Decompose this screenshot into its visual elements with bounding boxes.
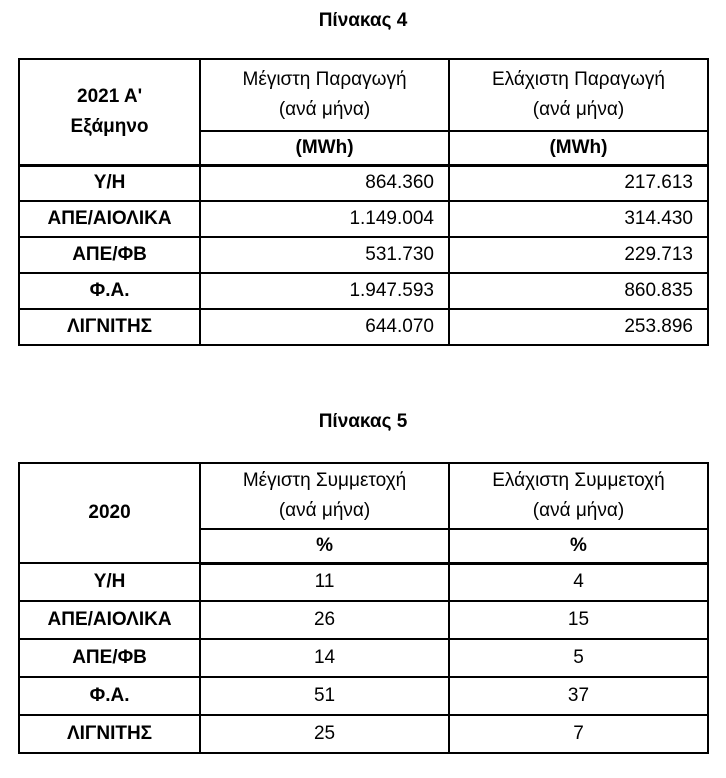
participation-table <box>18 462 709 754</box>
table-row <box>19 237 708 273</box>
table5-corner-header: 2020 <box>19 463 200 563</box>
table4-caption: Πίνακας 4 <box>318 10 408 31</box>
table4-max-header-line1: Μέγιστη Παραγωγή <box>242 69 407 90</box>
table-row <box>19 563 708 601</box>
row-label: ΑΠΕ/ΦΒ <box>19 639 200 677</box>
table4-max-unit: (MWh) <box>200 131 449 165</box>
table5-max-header <box>200 463 449 529</box>
max-value: 1.149.004 <box>200 201 449 237</box>
max-value: 14 <box>200 639 449 677</box>
min-value: 4 <box>449 563 708 601</box>
table4-corner-line1: 2021 Α' <box>77 85 143 107</box>
row-label: ΛΙΓΝΙΤΗΣ <box>19 715 200 753</box>
table-row <box>19 201 708 237</box>
table-row <box>19 309 708 345</box>
max-value: 864.360 <box>200 165 449 201</box>
table4-max-header <box>200 59 449 131</box>
table4-min-header <box>449 59 708 131</box>
table-row <box>19 639 708 677</box>
min-value: 7 <box>449 715 708 753</box>
row-label: ΑΠΕ/ΑΙΟΛΙΚΑ <box>19 601 200 639</box>
min-value: 229.713 <box>449 237 708 273</box>
table4-min-header-line2: (ανά μήνα) <box>532 99 625 120</box>
max-value: 25 <box>200 715 449 753</box>
table-row <box>19 165 708 201</box>
min-value: 217.613 <box>449 165 708 201</box>
min-value: 253.896 <box>449 309 708 345</box>
table5-max-header-line2: (ανά μήνα) <box>278 500 371 521</box>
table4-corner-header <box>19 59 200 165</box>
min-value: 860.835 <box>449 273 708 309</box>
table-row <box>19 677 708 715</box>
max-value: 1.947.593 <box>200 273 449 309</box>
row-label: Υ/Η <box>19 563 200 601</box>
table4-min-unit: (MWh) <box>449 131 708 165</box>
max-value: 644.070 <box>200 309 449 345</box>
table4-corner-line2: Εξάμηνο <box>70 115 149 137</box>
row-label: Φ.Α. <box>19 273 200 309</box>
max-value: 11 <box>200 563 449 601</box>
table5-min-header-line1: Ελάχιστη Συμμετοχή <box>492 470 665 491</box>
production-table <box>18 58 709 346</box>
max-value: 531.730 <box>200 237 449 273</box>
table5-caption: Πίνακας 5 <box>318 411 408 432</box>
row-label: Υ/Η <box>19 165 200 201</box>
table-row <box>19 601 708 639</box>
table5-min-header-line2: (ανά μήνα) <box>532 500 625 521</box>
min-value: 5 <box>449 639 708 677</box>
table5-min-header <box>449 463 708 529</box>
table5-max-header-line1: Μέγιστη Συμμετοχή <box>242 470 407 491</box>
table4-max-header-line2: (ανά μήνα) <box>278 99 371 120</box>
row-label: ΛΙΓΝΙΤΗΣ <box>19 309 200 345</box>
row-label: ΑΠΕ/ΑΙΟΛΙΚΑ <box>19 201 200 237</box>
table5-max-unit: % <box>200 529 449 563</box>
max-value: 26 <box>200 601 449 639</box>
table-row <box>19 273 708 309</box>
row-label: ΑΠΕ/ΦΒ <box>19 237 200 273</box>
min-value: 314.430 <box>449 201 708 237</box>
max-value: 51 <box>200 677 449 715</box>
min-value: 15 <box>449 601 708 639</box>
min-value: 37 <box>449 677 708 715</box>
table5-min-unit: % <box>449 529 708 563</box>
table-row <box>19 715 708 753</box>
table4-min-header-line1: Ελάχιστη Παραγωγή <box>491 69 665 90</box>
row-label: Φ.Α. <box>19 677 200 715</box>
